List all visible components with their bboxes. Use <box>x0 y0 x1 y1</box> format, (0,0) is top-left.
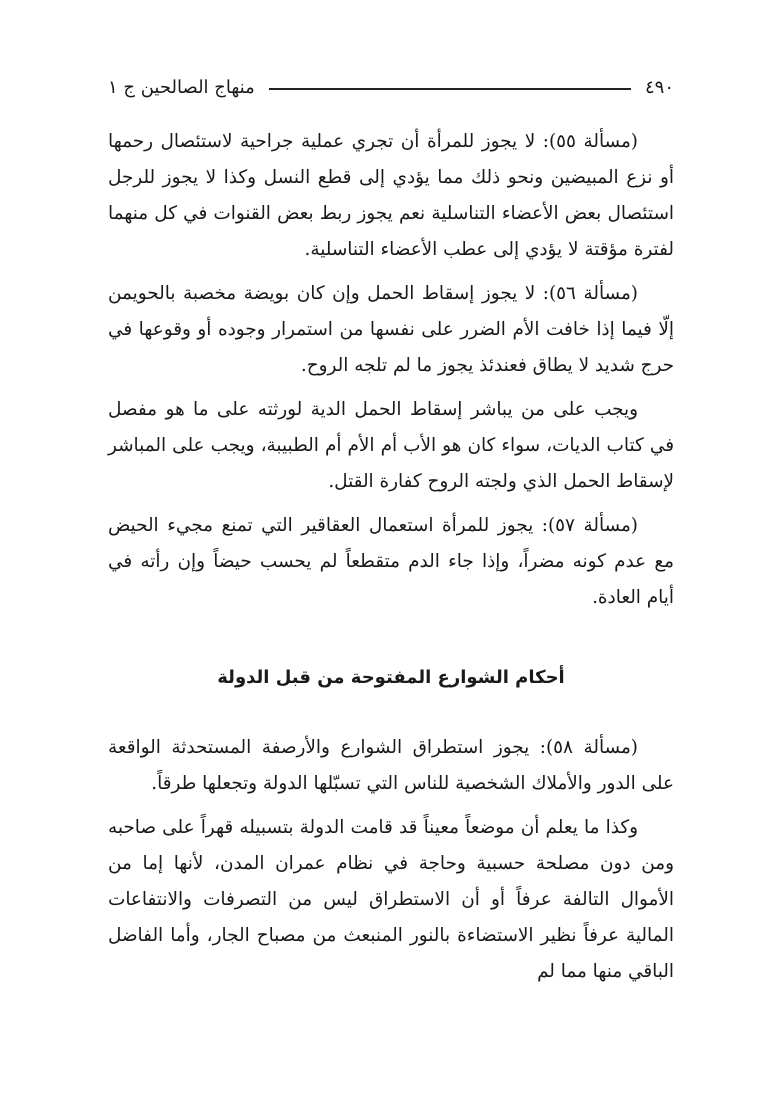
paragraph-masala-55: (مسألة ٥٥): لا يجوز للمرأة أن تجري عملية جراحية لاستئصال رحمها أو نزع المبيضين ونحو ذلك مما يؤدي إلى قطع النسل وكذا لا يجوز للرجل استئصال بعض الأعضاء التناسلية نعم يجوز ربط بعض القنوات في كل منهما لفترة مؤقتة لا يؤدي إلى عطب الأعضاء التناسلية. <box>108 131 674 260</box>
paragraph-masala-56: (مسألة ٥٦): لا يجوز إسقاط الحمل وإن كان بويضة مخصبة بالحويمن إلّا فيما إذا خافت الأم الضرر على نفسها من استمرار وجوده أو وقوعها في حرج شديد لا يطاق فعندئذ يجوز ما لم تلجه الروح. <box>108 283 674 376</box>
header-rule <box>269 88 631 90</box>
page-header <box>108 70 674 104</box>
section-heading: أحكام الشوارع المفتوحة من قبل الدولة <box>217 667 565 688</box>
paragraph-diya: ويجب على من يباشر إسقاط الحمل الدية لورثته على ما هو مفصل في كتاب الديات، سواء كان هو الأب أم الأم أم الطبيبة، ويجب على المباشر لإسقاط الحمل الذي ولجته الروح كفارة القتل. <box>108 399 674 492</box>
page-body <box>108 124 674 990</box>
spacer <box>108 696 674 730</box>
running-title: منهاج الصالحين ج ١ <box>108 76 255 98</box>
spacer <box>108 616 674 660</box>
paragraph-masala-58: (مسألة ٥٨): يجوز استطراق الشوارع والأرصفة المستحدثة الواقعة على الدور والأملاك الشخصية للناس التي تسبّلها الدولة وتجعلها طرقاً. <box>108 737 674 794</box>
paragraph-streets: وكذا ما يعلم أن موضعاً معيناً قد قامت الدولة بتسبيله قهراً على صاحبه ومن دون مصلحة حسبية وحاجة في نظام عمران المدن، لأنها إما من الأموال التالفة عرفاً أو أن الاستطراق ليس من التصرفات والانتفاعات المالية عرفاً نظير الاستضاءة بالنور المنبعث من مصباح الجار، وأما الفاضل الباقي منها مما لم <box>108 817 674 982</box>
page-number: ٤٩٠ <box>644 76 674 98</box>
paragraph-masala-57: (مسألة ٥٧): يجوز للمرأة استعمال العقاقير التي تمنع مجيء الحيض مع عدم كونه مضراً، وإذا جاء الدم متقطعاً لم يحسب حيضاً وإن رأته في أيام العادة. <box>108 515 674 608</box>
